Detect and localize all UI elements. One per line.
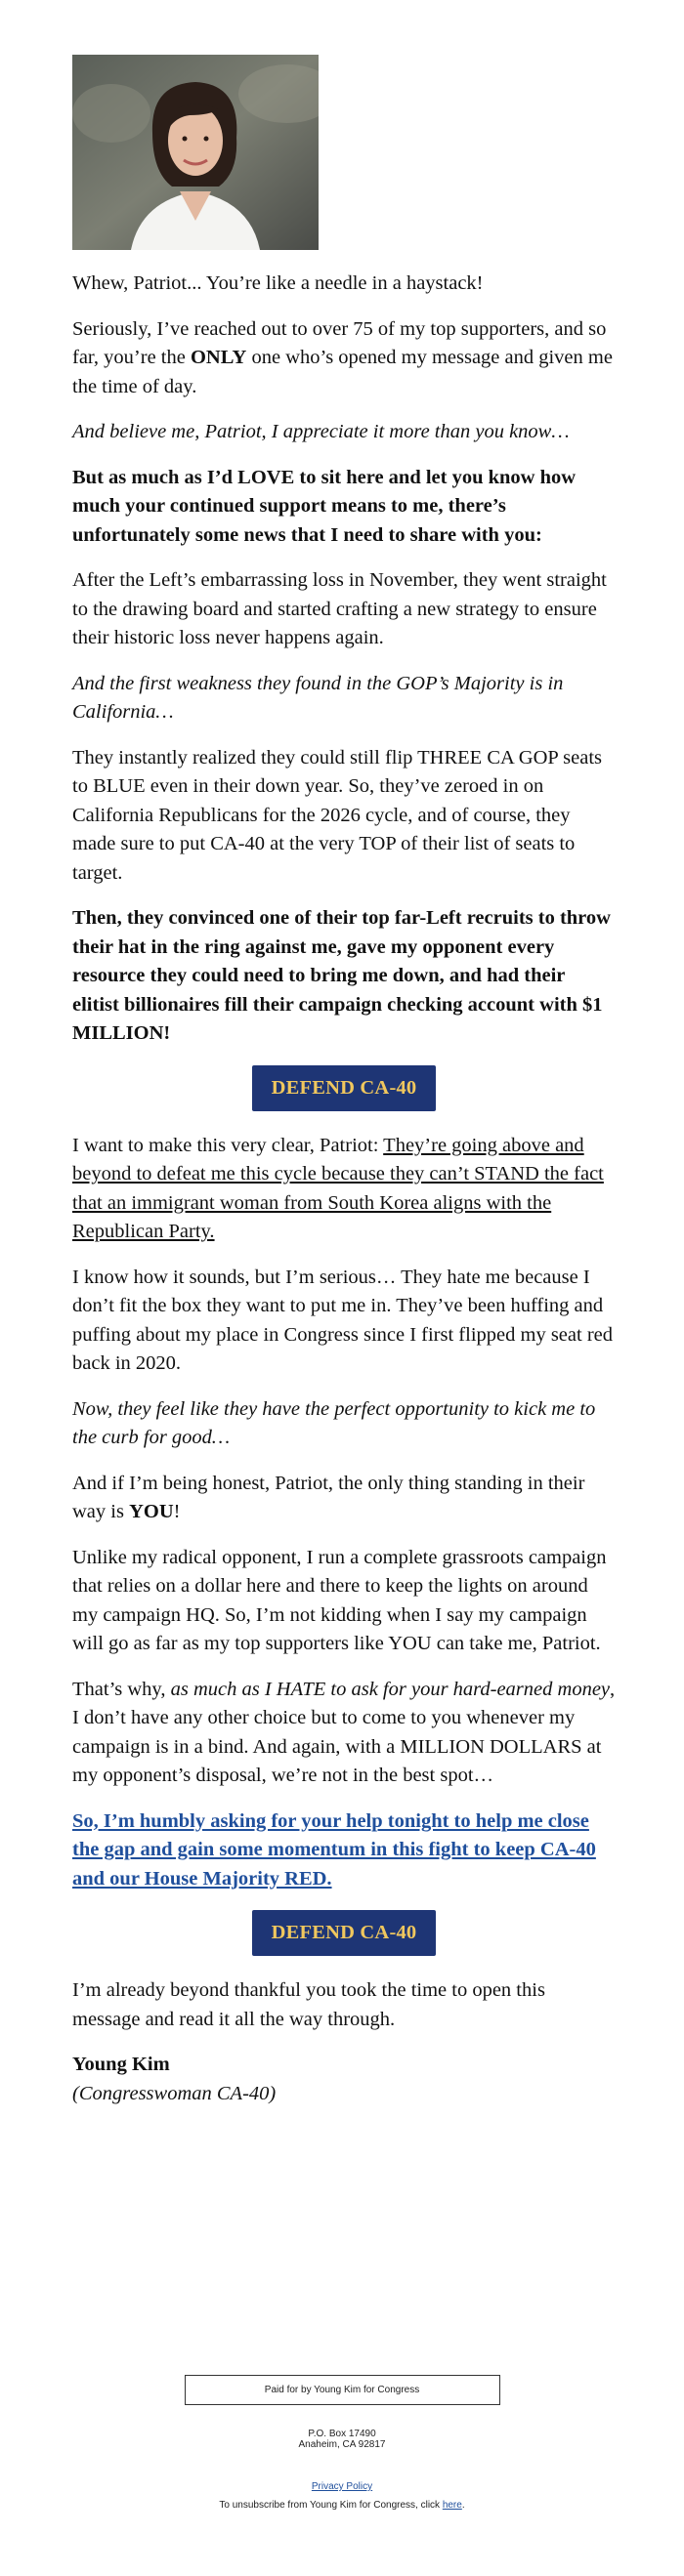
paid-for-disclaimer: Paid for by Young Kim for Congress	[185, 2375, 500, 2405]
cta-wrap-2	[72, 1910, 616, 1956]
unsubscribe-link[interactable]: here	[442, 2500, 462, 2511]
paragraph-5: After the Left’s embarrassing loss in November, they went straight to the drawing board and started crafting a new strategy to ensure their historic loss never happens again.	[72, 569, 607, 648]
defend-ca40-button[interactable]: DEFEND CA-40	[252, 1065, 437, 1111]
paragraph-10: I know how it sounds, but I’m serious… They hate me because I don’t fit the box they want to put me in. They’ve been huffing and puffing about my place in Congress since I first flipped my seat red back in 2020.	[72, 1266, 613, 1374]
paragraph-4: But as much as I’d LOVE to sit here and let you know how much your continued support means to me, there’s unfortunately some news that I need to share with you:	[72, 466, 577, 546]
mailing-address	[0, 2429, 684, 2450]
paragraph-14: That’s why, as much as I HATE to ask for your hard-earned money, I don’t have any other choice but to come to you whenever my campaign is in a bind. And again, with a MILLION DOLLARS at my opponent’s disposal, we’re not in the best spot…	[72, 1678, 616, 1786]
signature-name: Young Kim	[72, 2054, 170, 2075]
privacy-policy-link[interactable]: Privacy Policy	[311, 2481, 373, 2492]
address-line-2: Anaheim, CA 92817	[298, 2439, 386, 2450]
paragraph-9: I want to make this very clear, Patriot: They’re going above and beyond to defeat me this cycle because they can’t STAND the fact that an immigrant woman from South Korea aligns with the Republican Party.	[72, 1134, 604, 1242]
paragraph-8: Then, they convinced one of their top far-Left recruits to throw their hat in the ring against me, gave my opponent every resource they could need to bring me down, and had their elitist billionaires fill their campaign checking account with $1 MILLION!	[72, 907, 611, 1044]
donate-appeal-link[interactable]: So, I’m humbly asking for your help tonight to help me close the gap and gain some momentum in this fight to keep CA-40 and our House Majority RED.	[72, 1809, 596, 1890]
paragraph-1: Whew, Patriot... You’re like a needle in a haystack!	[72, 272, 484, 294]
paragraph-7: They instantly realized they could still flip THREE CA GOP seats to BLUE even in their down year. So, they’ve zeroed in on California Republicans for the 2026 cycle, and of course, they made sure to put CA-40 at the very TOP of their list of seats to target.	[72, 746, 603, 884]
candidate-photo	[72, 55, 319, 250]
paragraph-6: And the first weakness they found in the GOP’s Majority is in California…	[72, 672, 564, 723]
signature-title: (Congresswoman CA-40)	[72, 2082, 277, 2104]
address-line-1: P.O. Box 17490	[308, 2429, 376, 2439]
unsubscribe-line: To unsubscribe from Young Kim for Congress, click here.	[219, 2500, 465, 2511]
email-footer	[0, 2375, 684, 2511]
cta-wrap-1	[72, 1065, 616, 1111]
paragraph-13: Unlike my radical opponent, I run a complete grassroots campaign that relies on a dollar here and there to keep the lights on around my campaign HQ. So, I’m not kidding when I say my campaign will go as far as my top supporters like YOU can take me, Patriot.	[72, 1546, 607, 1654]
defend-ca40-button-2[interactable]: DEFEND CA-40	[252, 1910, 437, 1956]
paragraph-12: And if I’m being honest, Patriot, the only thing standing in their way is YOU!	[72, 1472, 585, 1522]
paragraph-11: Now, they feel like they have the perfect opportunity to kick me to the curb for good…	[72, 1397, 596, 1448]
paragraph-2: Seriously, I’ve reached out to over 75 of my top supporters, and so far, you’re the ONLY one who’s opened my message and given me the time of day.	[72, 317, 613, 397]
paragraph-15	[72, 1807, 616, 1894]
paragraph-3: And believe me, Patriot, I appreciate it more than you know…	[72, 421, 570, 442]
paragraph-16: I’m already beyond thankful you took the time to open this message and read it all the way through.	[72, 1979, 545, 2030]
email-body	[72, 55, 616, 2125]
